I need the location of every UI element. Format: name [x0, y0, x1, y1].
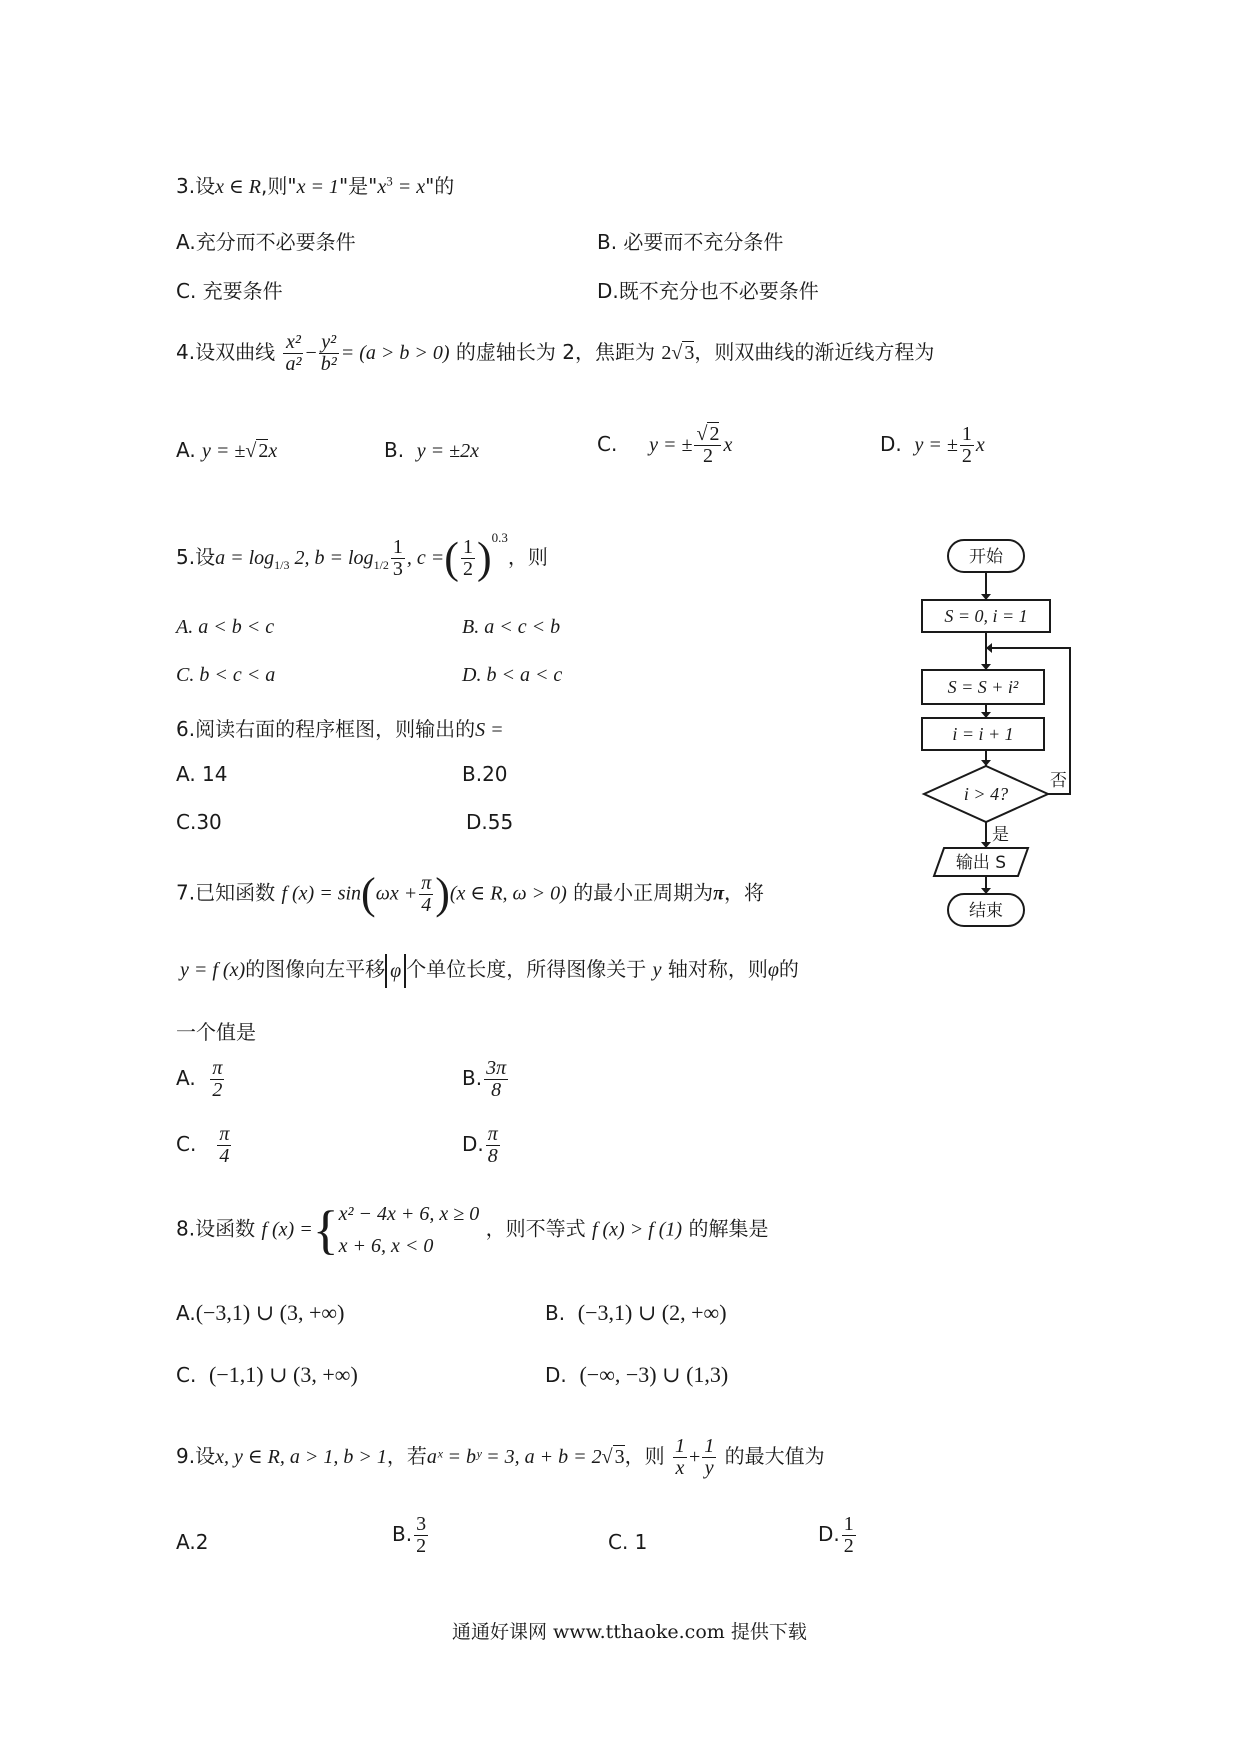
q4-c-frac: $\frac{√ 2}{2}$ [696, 423, 720, 467]
q5-prefix: 5.设 [176, 545, 216, 569]
q4-d-den: 2 [961, 445, 972, 467]
q7-option-b [462, 1058, 510, 1101]
q3-prefix: 3.设 [176, 174, 216, 198]
q4-frac-x-num: x² [283, 332, 303, 354]
q5-a-base: 1/3 [274, 558, 290, 572]
q3-option-d: D.既不充分也不必要条件 [597, 279, 819, 303]
q7-a-num: π [212, 1057, 223, 1079]
q9-frac2-den: y [704, 1457, 714, 1479]
q9-d-den: 2 [843, 1535, 854, 1557]
q9-stem: 9.设x, y ∈ R, a > 1, b > 1，若aˣ = bʸ = 3, a + b = 2√ 3，则 $\frac{1}{x}$ + $\frac{1}{y}$ 的最大值为 [176, 1435, 825, 1479]
q6-option-a: A. 14 [176, 762, 228, 786]
q9-cond2: aˣ = bʸ = 3, a + b = 2 [426, 1446, 602, 1468]
q5-option-c: C. b < c < a [176, 664, 276, 686]
q7-d-num: π [487, 1123, 498, 1145]
flow-no-label: 否 [1050, 771, 1067, 791]
q3-option-b: B. 必要而不充分条件 [597, 230, 784, 254]
flow-output-label: 输出 S [955, 853, 1007, 873]
q7-prefix: 7.已知函数 [176, 880, 276, 905]
flow-init-label: S = 0, i = 1 [944, 606, 1028, 626]
q7-b-den: 8 [491, 1079, 502, 1101]
q4-option-c [597, 424, 732, 467]
q8-a-label: A. [176, 1301, 196, 1325]
q5-a: a = log [215, 547, 275, 569]
q4-c-post: x [723, 434, 733, 456]
q9-d-num: 1 [843, 1513, 854, 1535]
q3-option-a: A.充分而不必要条件 [176, 230, 356, 254]
q3-stem [176, 170, 454, 199]
q7-d-frac [486, 1124, 500, 1167]
q7-line2-e: 的 [778, 957, 799, 981]
flow-start-label: 开始 [969, 547, 1003, 567]
flow-end-label: 结束 [969, 901, 1003, 921]
q7-d-den: 8 [487, 1145, 498, 1167]
q7-b-label: B. [462, 1066, 483, 1090]
q8-c-label: C. [176, 1363, 197, 1387]
q6-option-d: D.55 [466, 810, 514, 834]
page-footer: 通通好课网 www.tthaoke.com 提供下载 [452, 1621, 807, 1643]
q9-option-a: A.2 [176, 1530, 209, 1554]
q4-option-b [384, 438, 479, 463]
q8-mid: ，则不等式 [485, 1216, 586, 1241]
q5-c-frac [461, 537, 475, 580]
q7-c-num: π [219, 1123, 230, 1145]
q7-c-den: 4 [219, 1145, 230, 1167]
q4-option-a: A. y = ±√ 2x [176, 438, 278, 462]
q3-is: "是" [338, 174, 378, 198]
q7-stem: 7.已知函数 f (x) = sin(ωx + $\frac{\pi}{4}$ )(x ∈ R, ω > 0) 的最小正周期为π，将 [176, 869, 765, 918]
q7-domain: (x ∈ R, ω > 0) [449, 882, 567, 905]
q8-a-text: (−3,1) ∪ (3, +∞) [195, 1300, 345, 1325]
q7-a-label: A. [176, 1066, 196, 1090]
q4-c-pre: y = ± [649, 434, 693, 456]
q5-b-num: 1 [392, 536, 403, 558]
q9-frac1-num: 1 [674, 1435, 685, 1457]
q8-c-text: (−1,1) ∪ (3, +∞) [209, 1362, 358, 1387]
q3-mid: ,则" [261, 174, 297, 198]
q7-line2-d: 轴对称，则 [667, 957, 768, 981]
q7-line2-phi: φ [767, 959, 779, 981]
q6-stem [176, 713, 504, 742]
q5-c-den: 2 [462, 558, 473, 580]
q3-cond2-tail: = x [392, 176, 426, 198]
q8-ineq: f (x) > f (1) [591, 1218, 683, 1241]
q4-end: ，则双曲线的渐近线方程为 [694, 340, 935, 364]
q7-mid: 的最小正周期为 [573, 880, 714, 905]
q5-b-frac [391, 537, 405, 580]
q6-option-b: B.20 [462, 762, 508, 786]
q4-focal-coef: 2 [661, 342, 672, 364]
q5-c-exp: 0.3 [491, 530, 508, 545]
q5-stem: 5.设$a = \log_{1/3} 2$, $b = \log_{1/2}$ $\frac{1}{3}$ , c =( $\frac{1}{2}$ )$^{0.3}$，则 [176, 530, 548, 583]
q4-d-post: x [975, 434, 985, 456]
q9-end: 的最大值为 [724, 1444, 825, 1468]
q8-b-label: B. [545, 1301, 566, 1325]
q8-option-b [545, 1300, 727, 1326]
q4-stem: 4.设双曲线 $\frac{\text{x²}}{\text{a²}}$ − $\frac{\text{y²}}{\text{b²}}$ = (a > b > 0) 的虚轴长为 2，焦距为 2√ 3，则双曲线的渐近线方程为 [176, 331, 935, 375]
q9-option-d [818, 1514, 858, 1557]
q4-frac-y-den: b² [320, 353, 337, 375]
q7-inner: ωx + [375, 882, 418, 905]
q4-frac-x [283, 332, 303, 375]
q3-option-c: C. 充要条件 [176, 279, 283, 303]
flow-update-s-label: S = S + i² [947, 677, 1019, 697]
q7-line2-c: 个单位长度，所得图像关于 [406, 957, 647, 981]
q8-option-c [176, 1362, 358, 1388]
q8-stem: 8.设函数 f (x) ={ x² − 4x + 6, x ≥ 0 x + 6, x < 0 ，则不等式 f (x) > f (1) 的解集是 [176, 1200, 769, 1260]
q4-option-d [880, 424, 985, 467]
q3-cond2-base: x [377, 176, 387, 198]
q9-frac1 [673, 1436, 687, 1479]
q7-c-frac [217, 1124, 231, 1167]
q4-a-pre: y = ± [202, 440, 246, 462]
q4-d-pre: y = ± [914, 434, 958, 456]
q8-option-d [545, 1362, 728, 1388]
q4-b-label: B. [384, 438, 405, 462]
q4-cond: = (a > b > 0) [340, 342, 450, 364]
q5-b-base: 1/2 [373, 558, 389, 572]
q6-option-c: C.30 [176, 810, 222, 834]
q8-prefix: 8.设函数 [176, 1216, 256, 1241]
q5-c: , c = [406, 547, 445, 569]
q7-line2-a: y = f (x) [180, 959, 246, 981]
q4-d-frac [960, 424, 974, 467]
q4-prefix: 4.设双曲线 [176, 340, 276, 364]
q4-a-rad: 2 [258, 440, 269, 462]
q5-option-d: D. b < a < c [462, 664, 563, 686]
q7-end: ，将 [724, 880, 765, 905]
q9-b-frac [414, 1514, 428, 1557]
q4-d-label: D. [880, 432, 902, 456]
q9-frac2 [702, 1436, 716, 1479]
flow-cond-label: i > 4? [963, 784, 1009, 804]
q8-b-text: (−3,1) ∪ (2, +∞) [577, 1300, 727, 1325]
q8-case1: x² − 4x + 6, x ≥ 0 [338, 1203, 480, 1225]
q7-option-a [176, 1058, 226, 1101]
q9-b-num: 3 [416, 1513, 427, 1535]
q4-b-text: y = ±2x [416, 440, 480, 462]
q9-cond1: x, y ∈ R, a > 1, b > 1 [215, 1446, 387, 1468]
q7-pi-den: 4 [421, 893, 432, 916]
q7-b-frac [484, 1058, 508, 1101]
q7-line2-b: 的图像向左平移 [245, 957, 386, 981]
q9-b-label: B. [392, 1522, 413, 1546]
q7-b-num: 3π [486, 1057, 507, 1079]
q8-d-text: (−∞, −3) ∪ (1,3) [579, 1362, 729, 1387]
q7-a-den: 2 [212, 1079, 223, 1101]
q5-b-den: 3 [392, 558, 403, 580]
q8-end: 的解集是 [688, 1216, 769, 1241]
q7-line2 [180, 953, 799, 988]
q7-line3: 一个值是 [176, 1020, 256, 1044]
q8-d-label: D. [545, 1363, 567, 1387]
q4-frac-y-num: y² [319, 332, 339, 354]
q3-end: "的 [425, 174, 455, 198]
q4-d-num: 1 [961, 423, 972, 445]
q7-phi-abs: φ [385, 954, 406, 988]
q3-cond1: x = 1 [296, 176, 339, 198]
q9-d-label: D. [818, 1522, 840, 1546]
q8-option-a [176, 1300, 344, 1326]
q7-a-frac [210, 1058, 224, 1101]
program-flowchart [900, 538, 1100, 938]
q8-case2: x + 6, x < 0 [338, 1235, 434, 1257]
q9-b-den: 2 [416, 1535, 427, 1557]
q3-cond2-exp: 3 [386, 173, 393, 189]
q4-minus: − [305, 342, 317, 364]
q7-d-label: D. [462, 1132, 484, 1156]
q5-option-a: A. a < b < c [176, 616, 275, 638]
q9-mid: ，若 [386, 1444, 427, 1468]
q3-set: x ∈ R [215, 176, 261, 198]
q7-line2-y: y [652, 959, 662, 981]
q7-option-c [176, 1124, 233, 1167]
q4-frac-y [319, 332, 339, 375]
q6-var: S = [475, 719, 504, 741]
q7-pi-num: π [421, 871, 432, 894]
q4-frac-x-den: a² [285, 353, 302, 375]
q8-fx: f (x) = [261, 1218, 313, 1241]
q7-fx: f (x) = sin [281, 882, 362, 905]
q6-text: 6.阅读右面的程序框图，则输出的 [176, 717, 476, 741]
q9-frac2-num: 1 [704, 1435, 715, 1457]
q4-a-label: A. [176, 438, 196, 462]
q7-c-label: C. [176, 1132, 197, 1156]
q4-c-den: 2 [702, 445, 713, 467]
q4-a-post: x [268, 440, 278, 462]
q9-plus: + [688, 1446, 701, 1468]
q8-cases [339, 1198, 480, 1262]
q7-option-d [462, 1124, 502, 1167]
q9-d-frac [842, 1514, 856, 1557]
q4-focal-rad: 3 [684, 342, 695, 364]
q9-option-b [392, 1514, 430, 1557]
q4-mid: 的虚轴长为 2，焦距为 [455, 340, 655, 364]
q9-cond2-rad: 3 [614, 1446, 625, 1468]
flow-yes-label: 是 [992, 825, 1009, 845]
q9-option-c: C. 1 [608, 1530, 648, 1554]
q5-c-num: 1 [462, 536, 473, 558]
q9-prefix: 9.设 [176, 1444, 216, 1468]
q4-c-label: C. [597, 432, 618, 456]
q7-period: π [713, 882, 725, 905]
flow-update-i-label: i = i + 1 [952, 724, 1014, 744]
q7-pi-frac [419, 873, 433, 916]
q5-a-arg: 2, b = log [289, 547, 374, 569]
q5-end: ，则 [507, 545, 548, 569]
q9-frac1-den: x [675, 1457, 685, 1479]
q5-option-b: B. a < c < b [462, 616, 561, 638]
q4-c-num: 2 [709, 423, 720, 445]
q9-mid2: ，则 [624, 1444, 665, 1468]
